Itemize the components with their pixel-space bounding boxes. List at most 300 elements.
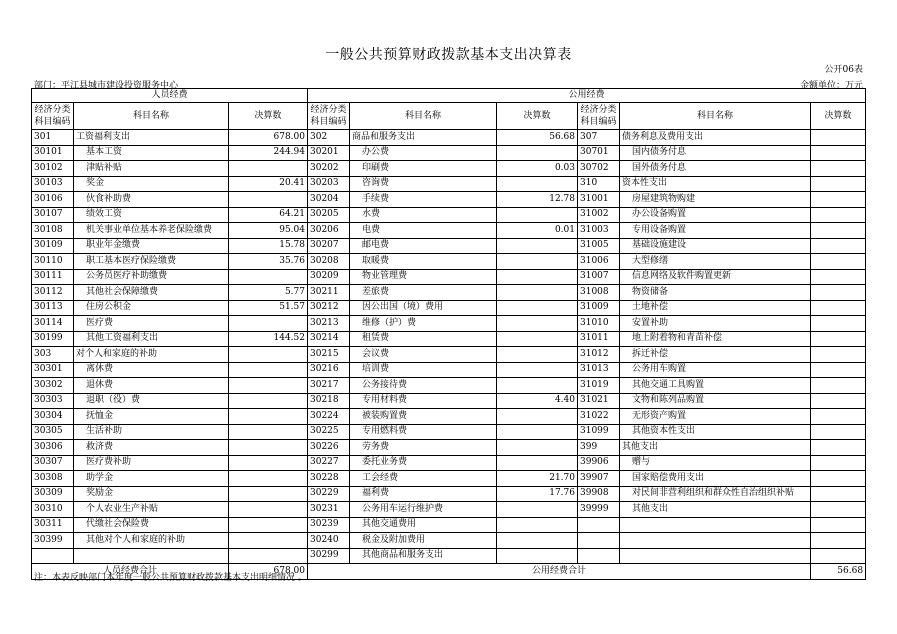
amount-cell [497,145,578,161]
name-cell: 无形资产购置 [620,409,811,425]
amount-cell [229,471,308,487]
amount-cell: 17.76 [497,486,578,502]
code-cell: 30303 [32,393,74,409]
personnel-total-label: 人员经费合计 [32,564,229,580]
name-cell: 其他支出 [620,440,811,456]
code-cell: 30204 [308,192,350,208]
name-cell: 信息网络及软件购置更新 [620,269,811,285]
amount-cell [229,393,308,409]
code-cell: 30311 [32,517,74,533]
amount-cell: 21.70 [497,471,578,487]
name-cell: 国家赔偿费用支出 [620,471,811,487]
name-cell: 债务利息及费用支出 [620,130,811,146]
code-cell: 31012 [578,347,620,363]
code-cell: 30201 [308,145,350,161]
personnel-total-value: 678.00 [229,564,308,580]
code-cell: 39999 [578,502,620,518]
amount-cell: 0.01 [497,223,578,239]
amount-cell [229,362,308,378]
amount-cell [229,347,308,363]
amount-cell [811,316,866,332]
code-cell: 31003 [578,223,620,239]
name-cell: 租赁费 [350,331,497,347]
code-cell: 30212 [308,300,350,316]
amount-cell: 4.40 [497,393,578,409]
name-cell: 物业管理费 [350,269,497,285]
table-row [32,347,866,363]
amount-cell [229,533,308,549]
amount-cell [811,548,866,564]
code-cell: 30701 [578,145,620,161]
code-cell: 31021 [578,393,620,409]
table-row [32,145,866,161]
table-row [32,130,866,146]
amount-cell: 15.78 [229,238,308,254]
table-row [32,300,866,316]
public-header: 公用经费 [308,89,866,103]
code-cell: 30102 [32,161,74,177]
name-cell: 物资储备 [620,285,811,301]
name-cell: 退职（役）费 [74,393,229,409]
name-cell: 伙食补助费 [74,192,229,208]
amount-cell [497,378,578,394]
table-row [32,393,866,409]
name-cell: 电费 [350,223,497,239]
amount-col-header: 决算数 [497,103,578,130]
table-row [32,424,866,440]
name-cell: 公务用车购置 [620,362,811,378]
code-cell: 30110 [32,254,74,270]
code-cell: 30103 [32,176,74,192]
amount-cell: 56.68 [497,130,578,146]
code-cell: 30218 [308,393,350,409]
code-cell: 31007 [578,269,620,285]
name-cell: 劳务费 [350,440,497,456]
code-cell: 30203 [308,176,350,192]
code-cell: 30215 [308,347,350,363]
code-cell: 30239 [308,517,350,533]
name-cell [620,548,811,564]
name-cell: 福利费 [350,486,497,502]
code-cell: 30113 [32,300,74,316]
amount-cell [497,455,578,471]
code-cell: 30112 [32,285,74,301]
public-total-value: 56.68 [811,564,866,580]
code-cell: 30199 [32,331,74,347]
code-cell: 30207 [308,238,350,254]
table-row [32,285,866,301]
amount-cell: 20.41 [229,176,308,192]
amount-cell [497,502,578,518]
amount-cell [811,300,866,316]
name-cell: 水费 [350,207,497,223]
amount-cell: 0.03 [497,161,578,177]
code-cell: 30306 [32,440,74,456]
code-cell: 31019 [578,378,620,394]
table-row [32,316,866,332]
name-cell: 安置补助 [620,316,811,332]
code-cell: 31008 [578,285,620,301]
amount-cell [229,409,308,425]
amount-cell [497,207,578,223]
table-row [32,548,866,564]
code-cell: 30307 [32,455,74,471]
amount-cell [811,455,866,471]
table-row [32,455,866,471]
code-cell: 31011 [578,331,620,347]
code-cell: 302 [308,130,350,146]
table-row [32,331,866,347]
amount-cell [497,347,578,363]
name-cell: 赠与 [620,455,811,471]
code-cell: 30114 [32,316,74,332]
code-cell: 30101 [32,145,74,161]
code-cell: 30302 [32,378,74,394]
amount-cell [811,517,866,533]
name-cell: 基础设施建设 [620,238,811,254]
name-cell: 其他社会保障缴费 [74,285,229,301]
amount-cell [497,517,578,533]
code-cell: 30216 [308,362,350,378]
code-cell: 30208 [308,254,350,270]
code-cell: 31099 [578,424,620,440]
name-cell: 救济费 [74,440,229,456]
name-cell: 基本工资 [74,145,229,161]
unit-label: 金额单位：万元 [799,81,863,91]
amount-cell [497,409,578,425]
amount-cell [497,285,578,301]
amount-cell [229,440,308,456]
table-row [32,192,866,208]
amount-cell [229,316,308,332]
personnel-header: 人员经费 [32,89,308,103]
code-cell: 31013 [578,362,620,378]
code-cell: 30225 [308,424,350,440]
name-cell: 公务接待费 [350,378,497,394]
amount-cell [497,176,578,192]
name-cell: 公务用车运行维护费 [350,502,497,518]
amount-cell [497,548,578,564]
table-row [32,517,866,533]
amount-cell [811,331,866,347]
name-cell: 其他工资福利支出 [74,331,229,347]
amount-cell [811,176,866,192]
amount-cell [497,300,578,316]
code-cell: 30224 [308,409,350,425]
code-cell: 303 [32,347,74,363]
name-cell: 税金及附加费用 [350,533,497,549]
amount-cell [229,192,308,208]
code-cell: 30107 [32,207,74,223]
code-cell: 30308 [32,471,74,487]
code-cell: 30702 [578,161,620,177]
code-cell: 31010 [578,316,620,332]
name-cell: 奖金 [74,176,229,192]
name-cell: 其他商品和服务支出 [350,548,497,564]
amount-cell: 35.76 [229,254,308,270]
name-cell: 差旅费 [350,285,497,301]
amount-cell [811,145,866,161]
code-col-header: 经济分类 科目编码 [578,103,620,130]
table-row [32,486,866,502]
expenditure-table [31,88,866,580]
code-cell: 30108 [32,223,74,239]
name-cell: 会议费 [350,347,497,363]
name-cell: 专用燃料费 [350,424,497,440]
code-cell: 39906 [578,455,620,471]
name-cell: 培训费 [350,362,497,378]
table-row [32,502,866,518]
amount-cell [811,269,866,285]
name-cell: 大型修缮 [620,254,811,270]
amount-cell [811,285,866,301]
table-row [32,176,866,192]
amount-cell [497,362,578,378]
name-cell: 退休费 [74,378,229,394]
amount-cell [497,316,578,332]
code-cell: 39908 [578,486,620,502]
name-cell: 其他资本性支出 [620,424,811,440]
amount-cell: 678.00 [229,130,308,146]
amount-cell [811,486,866,502]
amount-cell [497,533,578,549]
code-cell: 30205 [308,207,350,223]
amount-cell [497,254,578,270]
code-cell: 30305 [32,424,74,440]
amount-cell: 144.52 [229,331,308,347]
amount-cell: 64.21 [229,207,308,223]
amount-cell [497,424,578,440]
amount-cell [497,238,578,254]
name-cell: 抚恤金 [74,409,229,425]
public-total-label: 公用经费合计 [308,564,811,580]
name-cell: 职工基本医疗保险缴费 [74,254,229,270]
code-cell: 30299 [308,548,350,564]
amount-cell [811,378,866,394]
amount-cell [229,455,308,471]
code-cell: 39907 [578,471,620,487]
name-cell: 工资福利支出 [74,130,229,146]
table-row [32,269,866,285]
code-cell: 30309 [32,486,74,502]
code-cell: 30209 [308,269,350,285]
amount-cell: 51.57 [229,300,308,316]
code-col-header: 经济分类 科目编码 [308,103,350,130]
amount-col-header: 决算数 [229,103,308,130]
amount-cell [811,223,866,239]
amount-cell [811,393,866,409]
name-cell: 个人农业生产补贴 [74,502,229,518]
code-col-header: 经济分类 科目编码 [32,103,74,130]
table-row [32,161,866,177]
amount-cell: 5.77 [229,285,308,301]
name-cell: 医疗费补助 [74,455,229,471]
code-cell: 30227 [308,455,350,471]
footnote: 注：本表反映部门本年度一般公共预算财政拨款基本支出明细情况 。 [34,573,307,583]
amount-cell [811,347,866,363]
code-cell: 30211 [308,285,350,301]
name-cell: 津贴补贴 [74,161,229,177]
table-row [32,378,866,394]
code-cell: 30214 [308,331,350,347]
name-cell: 代缴社会保险费 [74,517,229,533]
code-cell: 30304 [32,409,74,425]
name-cell: 房屋建筑物购建 [620,192,811,208]
name-cell [620,517,811,533]
name-col-header: 科目名称 [350,103,497,130]
name-cell: 拆迁补偿 [620,347,811,363]
amount-cell [811,254,866,270]
code-cell: 30213 [308,316,350,332]
name-cell: 其他支出 [620,502,811,518]
name-cell: 取暖费 [350,254,497,270]
amount-cell [229,548,308,564]
name-cell: 邮电费 [350,238,497,254]
name-cell: 手续费 [350,192,497,208]
name-cell: 委托业务费 [350,455,497,471]
amount-cell [497,269,578,285]
code-cell: 30202 [308,161,350,177]
name-cell: 生活补助 [74,424,229,440]
name-cell: 医疗费 [74,316,229,332]
department-label: 部门：平江县城市建设投资服务中心 [34,81,179,91]
amount-cell [811,161,866,177]
amount-cell: 12.78 [497,192,578,208]
code-cell: 30231 [308,502,350,518]
code-cell: 399 [578,440,620,456]
amount-cell [229,424,308,440]
amount-cell [811,424,866,440]
name-cell: 绩效工资 [74,207,229,223]
name-cell: 商品和服务支出 [350,130,497,146]
table-row [32,440,866,456]
name-cell: 地上附着物和青苗补偿 [620,331,811,347]
name-cell: 国外债务付息 [620,161,811,177]
code-cell: 30106 [32,192,74,208]
table-row [32,409,866,425]
name-cell: 奖励金 [74,486,229,502]
code-cell: 30109 [32,238,74,254]
name-cell: 被装购置费 [350,409,497,425]
amount-cell: 244.94 [229,145,308,161]
code-cell [578,517,620,533]
code-cell: 31006 [578,254,620,270]
name-cell: 对民间非营利组织和群众性自治组织补贴 [620,486,811,502]
name-cell: 专用设备购置 [620,223,811,239]
code-cell: 31009 [578,300,620,316]
code-cell [578,548,620,564]
name-cell: 国内债务付息 [620,145,811,161]
name-cell: 印刷费 [350,161,497,177]
name-cell: 离休费 [74,362,229,378]
name-cell: 其他交通工具购置 [620,378,811,394]
name-cell: 文物和陈列品购置 [620,393,811,409]
name-cell: 助学金 [74,471,229,487]
table-row [32,238,866,254]
name-cell: 办公费 [350,145,497,161]
name-cell: 土地补偿 [620,300,811,316]
amount-cell [229,502,308,518]
amount-col-header: 决算数 [811,103,866,130]
name-cell: 对个人和家庭的补助 [74,347,229,363]
code-cell: 31022 [578,409,620,425]
name-cell: 职业年金缴费 [74,238,229,254]
name-cell: 因公出国（境）费用 [350,300,497,316]
name-cell: 机关事业单位基本养老保险缴费 [74,223,229,239]
code-cell: 307 [578,130,620,146]
code-cell: 31005 [578,238,620,254]
name-cell: 专用材料费 [350,393,497,409]
name-cell: 资本性支出 [620,176,811,192]
name-cell: 住房公积金 [74,300,229,316]
amount-cell [811,207,866,223]
table-row [32,533,866,549]
code-cell: 310 [578,176,620,192]
code-cell: 30310 [32,502,74,518]
code-cell: 31002 [578,207,620,223]
code-cell: 30226 [308,440,350,456]
amount-cell [811,502,866,518]
amount-cell [811,130,866,146]
name-cell: 公务员医疗补助缴费 [74,269,229,285]
code-cell: 30240 [308,533,350,549]
name-cell [74,548,229,564]
table-row [32,254,866,270]
code-cell: 30229 [308,486,350,502]
name-cell: 工会经费 [350,471,497,487]
amount-cell [811,409,866,425]
code-cell [32,548,74,564]
amount-cell [229,161,308,177]
amount-cell [229,486,308,502]
code-cell: 31001 [578,192,620,208]
code-cell: 30399 [32,533,74,549]
table-row [32,362,866,378]
amount-cell [497,440,578,456]
amount-cell [497,331,578,347]
name-cell [620,533,811,549]
name-cell: 其他交通费用 [350,517,497,533]
amount-cell [229,378,308,394]
amount-cell [811,471,866,487]
name-col-header: 科目名称 [74,103,229,130]
amount-cell [229,517,308,533]
code-cell: 301 [32,130,74,146]
name-cell: 办公设备购置 [620,207,811,223]
amount-cell [811,533,866,549]
code-cell: 30217 [308,378,350,394]
code-cell: 30111 [32,269,74,285]
name-cell: 维修（护）费 [350,316,497,332]
report-title: 一般公共预算财政拨款基本支出决算表 [325,47,572,63]
amount-cell [811,362,866,378]
name-cell: 咨询费 [350,176,497,192]
amount-cell [811,238,866,254]
code-cell: 30301 [32,362,74,378]
code-cell: 30206 [308,223,350,239]
amount-cell [811,192,866,208]
table-row [32,471,866,487]
code-cell: 30228 [308,471,350,487]
table-row [32,223,866,239]
code-cell [578,533,620,549]
amount-cell [229,269,308,285]
amount-cell: 95.04 [229,223,308,239]
table-row [32,207,866,223]
name-col-header: 科目名称 [620,103,811,130]
amount-cell [811,440,866,456]
form-number: 公开06表 [824,65,863,75]
